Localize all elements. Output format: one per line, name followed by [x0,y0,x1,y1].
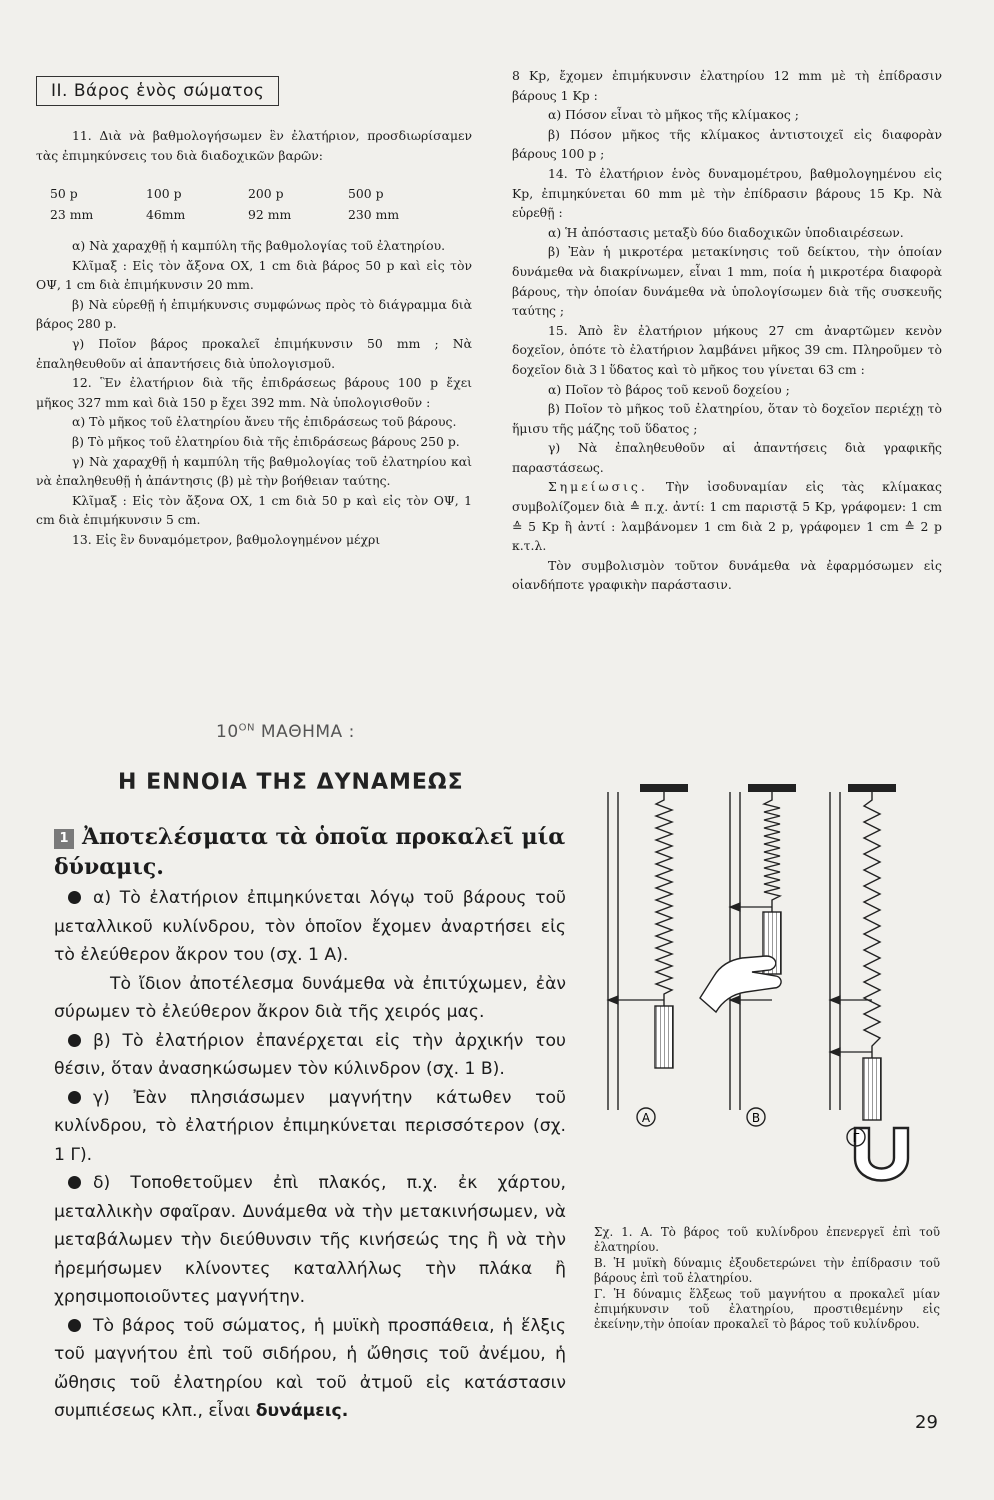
exercise-11: 11. Διὰ νὰ βαθμολογήσωμεν ἓν ἐλατήριον, προσδιωρίσαμεν τὰς ἐπιμηκύνσεις του διὰ διαδοχικῶν βαρῶν: [36,128,472,163]
ceiling-bar-b [748,784,796,792]
body-para-d [54,1169,566,1312]
body-text-b: β) Τὸ ἐλατήριον ἐπανέρχεται εἰς τὴν ἀρχικήν του θέσιν, ὅταν ἀνασηκώσωμεν τὸν κύλινδρον (σχ. 1 Β). [54,1030,566,1079]
lesson-number: 10 [216,722,239,742]
lesson-number-suffix: ΟΝ [238,722,255,734]
label-c: Γ [852,1131,860,1145]
exercise-12b: β) Τὸ μῆκος τοῦ ἐλατηρίου διὰ τῆς ἐπιδράσεως βάρους 250 p. [72,433,460,449]
exercise-11c: γ) Ποῖον βάρος προκαλεῖ ἐπιμήκυνσιν 50 mm ; Νὰ ἐπαληθευθοῦν αἱ ἀπαντήσεις διὰ ὑπολογισμοῦ. [36,335,472,371]
exercise-13a: α) Πόσον εἶναι τὸ μῆκος τῆς κλίμακος ; [548,107,799,123]
lesson-word: ΜΑΘΗΜΑ : [260,722,355,742]
body-text-c: γ) Ἐὰν πλησιάσωμεν μαγνήτην κάτωθεν τοῦ κυλίνδρου, τὸ ἐλατήριον ἐπιμηκύνεται περισσότερον (σχ. 1 Γ). [54,1087,566,1165]
exercise-13: 13. Εἰς ἓν δυναμόμετρον, βαθμολογημένον μέχρι [72,531,381,547]
ceiling-bar-c [848,784,896,792]
lesson-heading [216,722,355,742]
bullet-icon [68,1034,81,1047]
exercise-13b: β) Πόσον μῆκος τῆς κλίμακος ἀντιστοιχεῖ εἰς διαφορὰν βάρους 100 p ; [512,126,942,162]
caption-a: Σχ. 1. Α. Τὸ βάρος τοῦ κυλίνδρου ἐπενεργεῖ ἐπὶ τοῦ ἐλατηρίου. [594,1225,940,1255]
table-cell: 200 p [248,186,284,201]
subheading [54,822,566,882]
exercise-14a: α) Ἡ ἀπόστασις μεταξὺ δύο διαδοχικῶν ὑποδιαιρέσεων. [548,224,904,240]
table-cell: 500 p [348,186,384,201]
spring-figure [580,780,940,1220]
table-cell: 46mm [146,207,186,222]
section-number-badge: 1 [54,829,74,849]
exercise-15a: α) Ποῖον τὸ βάρος τοῦ κενοῦ δοχείου ; [548,381,790,397]
note-label: Σημείωσις. [548,479,648,495]
caption-c: Γ. Ἡ δύναμις ἕλξεως τοῦ μαγνήτου α προκαλεῖ μίαν ἐπιμήκυνσιν τοῦ ἐλατηρίου, προστιθεμένην εἰς ἐκείνην,τὴν ὁποίαν προκαλεῖ τὸ βάρος τοῦ κυλίνδρου. [594,1286,940,1332]
section-header: ΙΙ. Βάρος ἑνὸς σώματος [36,76,279,106]
body-para-c [54,1084,566,1170]
exercise-12a: α) Τὸ μῆκος τοῦ ἐλατηρίου ἄνευ τῆς ἐπιδράσεως τοῦ βάρους. [72,414,457,430]
exercise-11-scale: Κλῖμαξ : Εἰς τὸν ἄξονα ΟΧ, 1 cm διὰ βάρος 50 p καὶ εἰς τὸν ΟΨ, 1 cm διὰ ἐπιμήκυνσιν 20 mm. [36,257,472,293]
body-para-e [54,1312,566,1426]
bullet-icon [68,891,81,904]
body-text [54,884,566,1426]
exercise-11b: β) Νὰ εὑρεθῇ ἡ ἐπιμήκυνσις συμφώνως πρὸς τὸ διάγραμμα διὰ βάρος 280 p. [36,296,472,332]
cylinder-c [863,1058,881,1120]
note-text: Τὴν ἰσοδυναμίαν εἰς τὰς κλίμακας συμβολίζομεν διὰ ≙ π.χ. ἀντί: 1 cm παριστᾷ 5 Kp, γράφομεν: 1 cm ≙ 5 Kp ἢ ἀντί : λαμβάνομεν 1 cm διὰ 2 p, γράφομεν 1 cm ≙ 2 p κ.τ.λ. [512,479,942,554]
left-exercise-column-cont [36,236,472,550]
label-a: Α [641,1111,651,1125]
exercise-15c: γ) Νὰ ἐπαληθευθοῦν αἱ ἀπαντήσεις διὰ γραφικῆς παραστάσεως. [512,440,942,475]
body-para-a2: Τὸ ἴδιον ἀποτέλεσμα δυνάμεθα νὰ ἐπιτύχωμεν, ἐὰν σύρωμεν τὸ ἐλεύθερον ἄκρον διὰ τῆς χειρός μας. [54,973,566,1022]
figure-caption [594,1225,940,1333]
left-exercise-column [36,126,472,165]
page-number: 29 [915,1412,938,1433]
body-text-e-bold: δυνάμεις. [255,1401,349,1421]
exercise-14b: β) Ἐὰν ἡ μικροτέρα μετακίνησις τοῦ δείκτου, τὴν ὁποίαν δυνάμεθα νὰ διακρίνωμεν, εἶναι 1 mm, ποία ἡ μικροτέρα διαφορὰ βάρους, τὴν ὁποίαν δυνάμεθα νὰ ὑπολογίσωμεν διὰ τῆς συσκευῆς ταύτης ; [512,244,942,319]
magnet-drawing [852,1128,908,1181]
chapter-title: Η ΕΝΝΟΙΑ ΤΗΣ ΔΥΝΑΜΕΩΣ [118,770,464,795]
exercise-15: 15. Ἀπὸ ἓν ἐλατήριον μήκους 27 cm ἀναρτῶμεν κενὸν δοχεῖον, ὁπότε τὸ ἐλατήριον λαμβάνει μῆκος 39 cm. Πληροῦμεν τὸ δοχεῖον διὰ 3 l ὕδατος καὶ τὸ μῆκος του γίνεται 63 cm : [512,322,942,377]
figure-labels [637,1108,865,1146]
exercise-14: 14. Τὸ ἐλατήριον ἑνὸς δυναμομέτρου, βαθμολογημένου εἰς Kp, ἐπιμηκύνεται 60 mm μὲ τὴν ἐπίδρασιν βάρους 15 Kp. Νὰ εὑρεθῇ : [512,165,942,221]
exercise-12c: γ) Νὰ χαραχθῇ ἡ καμπύλη τῆς βαθμολογίας τοῦ ἐλατηρίου καὶ νὰ ἐπαληθευθῇ ἡ ἀπάντησις (β) μὲ τὴν βοήθειαν ταύτης. [36,453,472,489]
subheading-text: Ἀποτελέσματα τὰ ὁποῖα προκαλεῖ μία δύναμις. [54,824,566,880]
ceiling-bar-a [640,784,688,792]
stand-posts [608,792,840,1110]
right-exercise-column [512,66,942,595]
table-row-weights [50,186,450,207]
bullet-icon [68,1176,81,1189]
body-text-a: α) Τὸ ἐλατήριον ἐπιμηκύνεται λόγῳ τοῦ βάρους τοῦ μεταλλικοῦ κυλίνδρου, τὸν ὁποῖον ἔχομεν ἀναρτήσει εἰς τὸ ἐλεύθερον ἄκρον του (σχ. 1 Α). [54,888,566,965]
body-para-b [54,1027,566,1084]
body-text-e: Τὸ βάρος τοῦ σώματος, ἡ μυϊκὴ προσπάθεια, ἡ ἕλξις τοῦ μαγνήτου ἐπὶ τοῦ σιδήρου, ἡ ὤθησις τοῦ ἀνέμου, ἡ ὤθησις τοῦ ἐλατηρίου καὶ τοῦ ἀτμοῦ εἰς κατάστασιν συμπιέσεως κλπ., εἶναι [54,1315,566,1421]
exercise-12-scale: Κλῖμαξ : Εἰς τὸν ἄξονα ΟΧ, 1 cm διὰ 50 p καὶ εἰς τὸν ΟΨ, 1 cm διὰ ἐπιμήκυνσιν 5 cm. [36,492,472,528]
table-cell: 23 mm [50,207,94,222]
exercise-15b: β) Ποῖον τὸ μῆκος τοῦ ἐλατηρίου, ὅταν τὸ δοχεῖον περιέχῃ τὸ ἥμισυ τῆς μάζης τοῦ ὕδατος ; [512,401,942,436]
caption-b: Β. Ἡ μυϊκὴ δύναμις ἐξουδετερώνει τὴν ἐπίδρασιν τοῦ βάρους ἐπὶ τοῦ ἐλατηρίου. [594,1255,940,1286]
table-row-lengths [50,207,450,228]
table-cell: 92 mm [248,207,292,222]
body-para-a [54,884,566,970]
cylinder-a [655,1006,673,1068]
label-b: Β [751,1111,761,1125]
exercise-12: 12. Ἓν ἐλατήριον διὰ τῆς ἐπιδράσεως βάρους 100 p ἔχει μῆκος 327 mm καὶ διὰ 150 p ἔχει 392 mm. Νὰ ὑπολογισθοῦν : [36,375,472,410]
exercise-11a: α) Νὰ χαραχθῇ ἡ καμπύλη τῆς βαθμολογίας τοῦ ἐλατηρίου. [72,238,446,253]
note-end: Τὸν συμβολισμὸν τοῦτον δυνάμεθα νὰ ἐφαρμόσωμεν εἰς οἱανδήποτε γραφικὴν παράστασιν. [512,557,942,593]
table-cell: 230 mm [348,207,400,222]
note [512,477,942,555]
bullet-icon [68,1319,81,1332]
table-cell: 100 p [146,186,182,201]
body-text-d: δ) Τοποθετοῦμεν ἐπὶ πλακός, π.χ. ἐκ χάρτου, μεταλλικὴν σφαῖραν. Δυνάμεθα νὰ τὴν μετακινήσωμεν, νὰ μεταβάλωμεν τὴν διεύθυνσιν τῆς κινήσεώς της ἢ νὰ τὴν ἠρεμήσωμεν κλίνοντες καταλλήλως τὴν πλάκα ἢ χρησιμοποιοῦντες μαγνήτην. [54,1173,566,1307]
table-cell: 50 p [50,186,78,201]
calibration-table [50,186,450,228]
exercise-13-cont: 8 Kp, ἔχομεν ἐπιμήκυνσιν ἐλατηρίου 12 mm μὲ τὴ ἐπίδρασιν βάρους 1 Kp : [512,68,942,103]
bullet-icon [68,1091,81,1104]
